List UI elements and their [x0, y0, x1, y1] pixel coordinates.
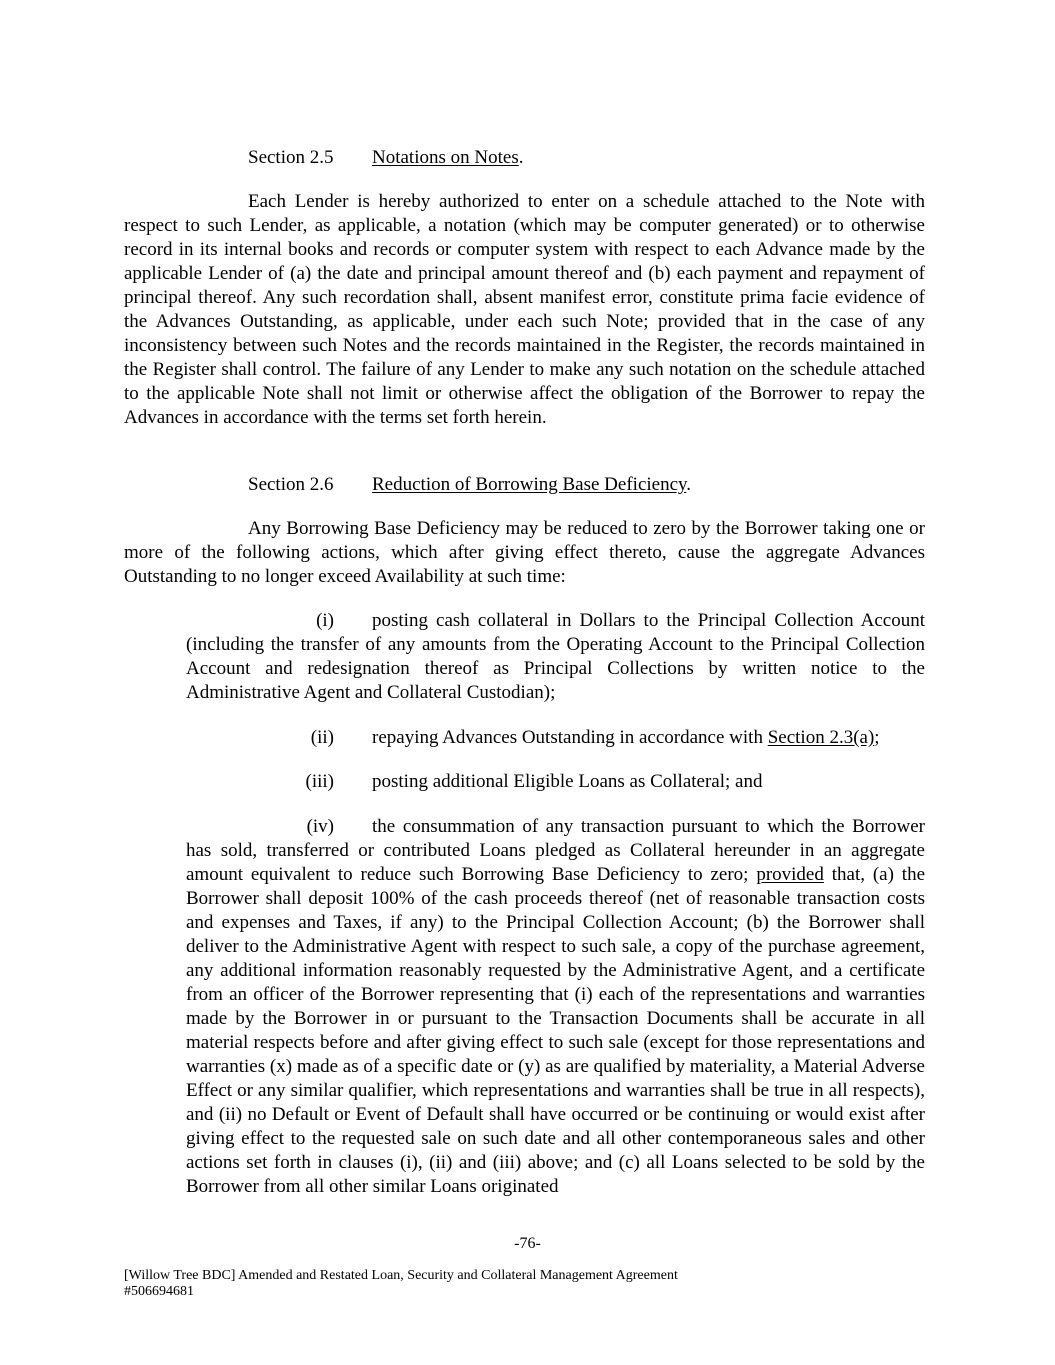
clause-i [186, 609, 925, 705]
clause-iv-label: (iv) [306, 816, 334, 837]
section-2-5-number: Section 2.5 [248, 147, 334, 168]
clause-i-text: posting cash collateral in Dollars to the Principal Collection Account (including the transfer of any amounts from the Operating Account to the Principal Collection Account and redesignation thereof as Principal Collections by written notice to the Administrative Agent and Collateral Custodian); [186, 610, 925, 703]
footer-title: [Willow Tree BDC] Amended and Restated Loan, Security and Collateral Management Agreement [124, 1268, 678, 1283]
clause-ii-end: ; [874, 727, 880, 748]
clause-iii [264, 770, 762, 794]
section-2-6-heading [248, 473, 691, 497]
section-2-3a-reference[interactable]: Section 2.3(a) [767, 727, 875, 748]
provided-term: provided [756, 864, 824, 885]
footer-doc-id: #506694681 [124, 1284, 194, 1299]
section-2-5-heading [248, 146, 523, 170]
section-2-5-title: Notations on Notes [372, 147, 519, 168]
section-2-6-intro: Any Borrowing Base Deficiency may be reduced to zero by the Borrower taking one or more of the following actions, which after giving effect thereto, cause the aggregate Advances Outstanding to no longer exceed Availability at such time: [124, 518, 925, 587]
clause-iv-text-b: that, (a) the Borrower shall deposit 100% of the cash proceeds thereof (net of reasonable transaction costs and expenses and Taxes, if any) to the Principal Collection Account; (b) the Borrower shall deliver to the Administrative Agent with respect to such sale, a copy of the purchase agreement, any additional information reasonably requested by the Administrative Agent, and a certificate from an officer of the Borrower representing that (i) each of the representations and warranties made by the Borrower in or pursuant to the Transaction Documents shall be accurate in all material respects before and after giving effect to such sale (except for those representations and warranties (x) made as of a specific date or (y) as are qualified by materiality, a Material Adverse Effect or any similar qualifier, which representations and warranties shall be true in all respects), and (ii) no Default or Event of Default shall have occurred or be continuing or would exist after giving effect to the requested sale on such date and all other contemporaneous sales and other actions set forth in clauses (i), (ii) and (iii) above; and (c) all Loans selected to be sold by the Borrower from all other similar Loans originated [186, 864, 925, 1197]
section-2-6-title: Reduction of Borrowing Base Deficiency [372, 474, 687, 495]
document-footer [124, 1268, 678, 1300]
clause-i-label: (i) [316, 610, 334, 631]
clause-ii-label: (ii) [310, 727, 334, 748]
section-2-5-body: Each Lender is hereby authorized to enter on a schedule attached to the Note with respect to such Lender, as applicable, a notation (which may be computer generated) or to otherwise record in its internal books and records or computer system with respect to each Advance made by the applicable Lender of (a) the date and principal amount thereof and (b) each payment and repayment of principal thereof. Any such recordation shall, absent manifest error, constitute prima facie evidence of the Advances Outstanding, as applicable, under each such Note; provided that in the case of any inconsistency between such Notes and the records maintained in the Register, the records maintained in the Register shall control. The failure of any Lender to make any such notation on the schedule attached to the applicable Note shall not limit or otherwise affect the obligation of the Borrower to repay the Advances in accordance with the terms set forth herein. [124, 191, 925, 428]
section-2-6-number: Section 2.6 [248, 474, 334, 495]
section-2-6-period: . [686, 474, 692, 495]
section-2-5-period: . [518, 147, 524, 168]
clause-iii-text: posting additional Eligible Loans as Collateral; and [372, 771, 763, 792]
page-number: -76- [514, 1235, 541, 1252]
clause-iv-text-a: the consummation of any transaction pursuant to which the Borrower has sold, transferred or contributed Loans pledged as Collateral hereunder in an aggregate amount equivalent to reduce such Borrowing Base Deficiency to zero; [186, 816, 925, 885]
clause-ii-text: repaying Advances Outstanding in accordance with [372, 727, 768, 748]
clause-iii-label: (iii) [305, 771, 334, 792]
clause-iv [186, 815, 925, 1199]
clause-ii [264, 726, 880, 750]
